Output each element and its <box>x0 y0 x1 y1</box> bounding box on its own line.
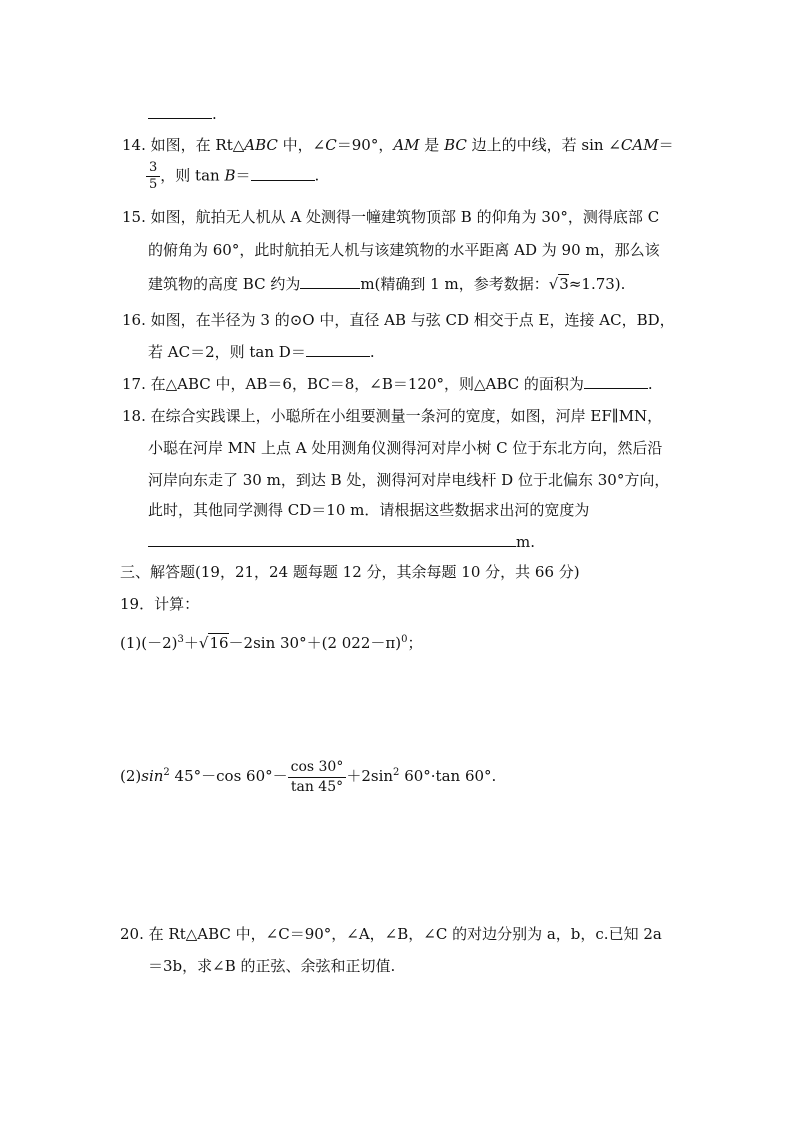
question-18-line-4: 此时，其他同学测得 CD＝10 m．请根据这些数据求出河的宽度为 <box>148 501 590 519</box>
question-18-line-3: 河岸向东走了 30 m，到达 B 处，测得河对岸电线杆 D 位于北偏东 30°方向， <box>148 471 670 489</box>
answer-blank <box>306 342 370 357</box>
answer-blank <box>584 374 648 389</box>
question-14-line-1: 14. 如图，在 Rt△ABC 中，∠C＝90°，AM 是 BC 边上的中线，若 sin ∠CAM＝ <box>122 136 674 154</box>
question-17-line-1: 17. 在△ABC 中，AB＝6，BC＝8，∠B＝120°，则△ABC 的面积为 . <box>122 375 653 393</box>
answer-blank <box>300 274 360 289</box>
question-19-part-1: $(1)(-2)^3+√16-2\sin$ 30°＋(2 022－π)$^0$； <box>120 634 423 652</box>
question-20-line-1: 20. 在 Rt△ABC 中，∠C＝90°，∠A，∠B，∠C 的对边分别为 a，b，c.已知 2a <box>120 925 662 943</box>
answer-blank <box>251 166 315 181</box>
question-20-line-2: ＝3b，求∠B 的正弦、余弦和正切值. <box>148 957 396 975</box>
question-19-part-2: $(2)\sin^2$ 45°－cos 60°－ $\frac{\cos 30^\circ}{\tan 45^\circ}$ $+2\sin^2$ 60°·tan 60°. <box>120 758 497 795</box>
question-15-line-3: 建筑物的高度 BC 约为 m(精确到 1 m，参考数据：√3≈1.73). <box>148 275 626 293</box>
fraction-3-5: $\frac{3}{5}$ <box>146 160 160 193</box>
q13-tail: . <box>148 104 217 124</box>
fraction-cos30-tan45: $\frac{\cos 30^\circ}{\tan 45^\circ}$ <box>288 758 347 797</box>
section-3-heading: 三、解答题(19，21，24 题每题 12 分，其余每题 10 分，共 66 分) <box>120 563 580 581</box>
question-18-line-2: 小聪在河岸 MN 上点 A 处用测角仪测得河对岸小树 C 位于东北方向，然后沿 <box>148 439 663 457</box>
answer-blank <box>148 532 516 547</box>
question-15-line-1: 15. 如图，航拍无人机从 A 处测得一幢建筑物顶部 B 的仰角为 30°，测得底部 C <box>122 208 660 226</box>
question-16-line-2: 若 AC＝2，则 tan D＝ . <box>148 343 375 361</box>
question-number: 15. <box>122 208 146 226</box>
question-14-line-2: $\frac{3}{5}$ ，则 tan B＝ . <box>146 160 319 193</box>
question-number: 20. <box>120 925 144 943</box>
question-15-line-2: 的俯角为 60°，此时航拍无人机与该建筑物的水平距离 AD 为 90 m，那么该 <box>148 241 660 259</box>
question-18-line-5: m. <box>148 532 535 552</box>
question-number: 14. <box>122 136 146 154</box>
answer-blank <box>148 104 212 119</box>
question-number: 18. <box>122 407 146 425</box>
question-16-line-1: 16. 如图，在半径为 3 的⊙O 中，直径 AB 与弦 CD 相交于点 E，连接 AC，BD， <box>122 311 675 329</box>
question-19-title: 19．计算： <box>120 595 200 613</box>
question-18-line-1: 18. 在综合实践课上，小聪所在小组要测量一条河的宽度，如图，河岸 EF∥MN， <box>122 407 663 425</box>
question-number: 16. <box>122 311 146 329</box>
question-number: 17. <box>122 375 146 393</box>
